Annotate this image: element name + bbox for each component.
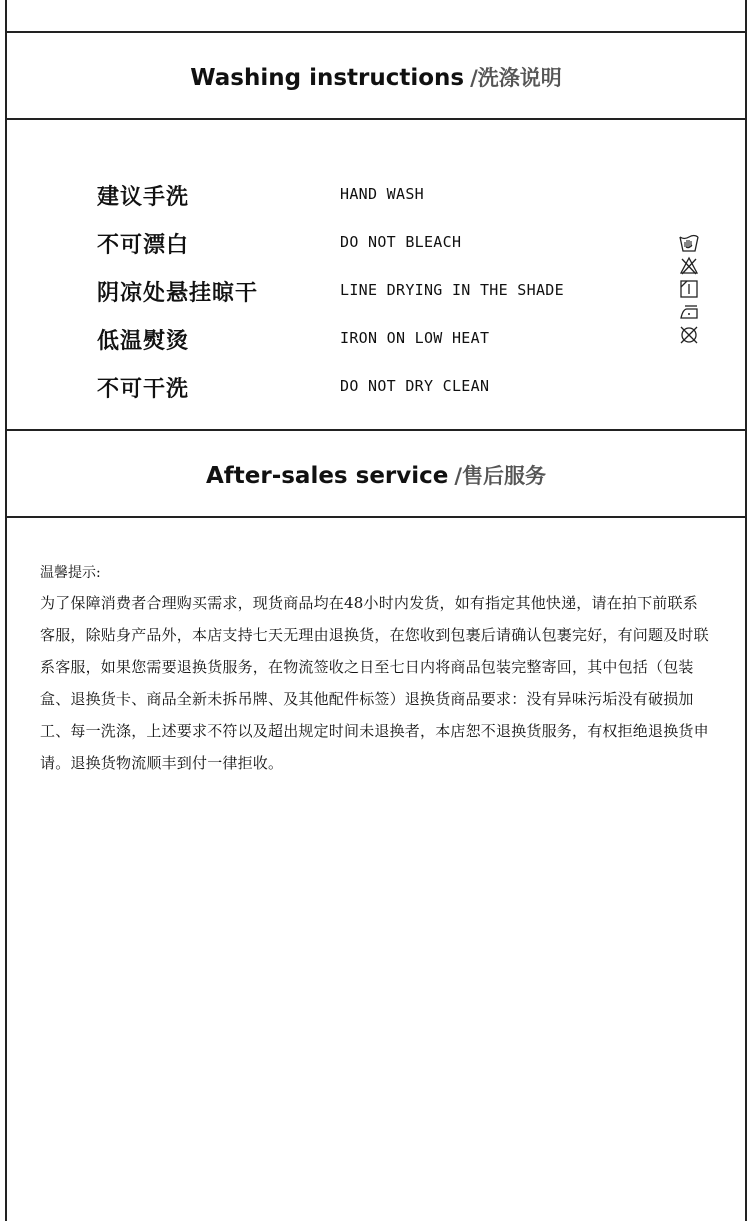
wash-row-no-bleach [0,228,750,268]
washing-title-en: Washing instructions [190,65,465,91]
after-sales-title-zh: /售后服务 [454,464,547,488]
divider-washing [5,118,747,120]
no-bleach-icon [678,255,700,277]
wash-row-en: HAND WASH [340,185,424,203]
wash-row-line-dry [0,276,750,316]
wash-row-no-dry-clean [0,372,750,412]
divider-top [5,31,747,33]
wash-row-en: DO NOT BLEACH [340,233,462,251]
care-icons-column [678,232,702,347]
wash-row-en: DO NOT DRY CLEAN [340,377,490,395]
iron-low-icon [678,301,700,323]
no-dry-clean-icon [678,324,700,346]
notice-body: 为了保障消费者合理购买需求，现货商品均在48小时内发货，如有指定其他快递，请在拍下前联系客服，除贴身产品外，本店支持七天无理由退换货，在您收到包裹后请确认包裹完好，有问题及时联系客服，如果您需要退换货服务，在物流签收之日至七日内将商品包装完整寄回，其中包括（包装盒、退换货卡、商品全新未拆吊牌、及其他配件标签）退换货商品要求：没有异味污垢没有破损加工、每一洗涤，上述要求不符以及超出规定时间未退换者，本店恕不退换货服务，有权拒绝退换货申请。退换货物流顺丰到付一律拒收。 [40,594,709,772]
wash-row-en: IRON ON LOW HEAT [340,329,490,347]
wash-row-cn: 建议手洗 [97,185,190,210]
washing-title-zh: /洗涤说明 [470,66,562,90]
wash-row-cn: 不可漂白 [97,233,190,258]
divider-after-sales [5,516,747,518]
after-sales-notice [40,563,712,779]
notice-heading: 温馨提示: [40,565,101,581]
after-sales-section-title [5,460,747,490]
line-dry-shade-icon [678,278,700,300]
wash-row-hand-wash [0,180,750,220]
washing-section-title [5,62,747,92]
wash-row-cn: 低温熨烫 [97,329,190,354]
wash-row-cn: 不可干洗 [97,377,190,402]
divider-after-sales-top [5,429,747,431]
after-sales-title-en: After-sales service [205,463,449,489]
wash-row-cn: 阴凉处悬挂晾干 [97,281,259,306]
wash-row-iron-low [0,324,750,364]
hand-wash-icon [678,232,700,254]
wash-row-en: LINE DRYING IN THE SHADE [340,281,564,299]
